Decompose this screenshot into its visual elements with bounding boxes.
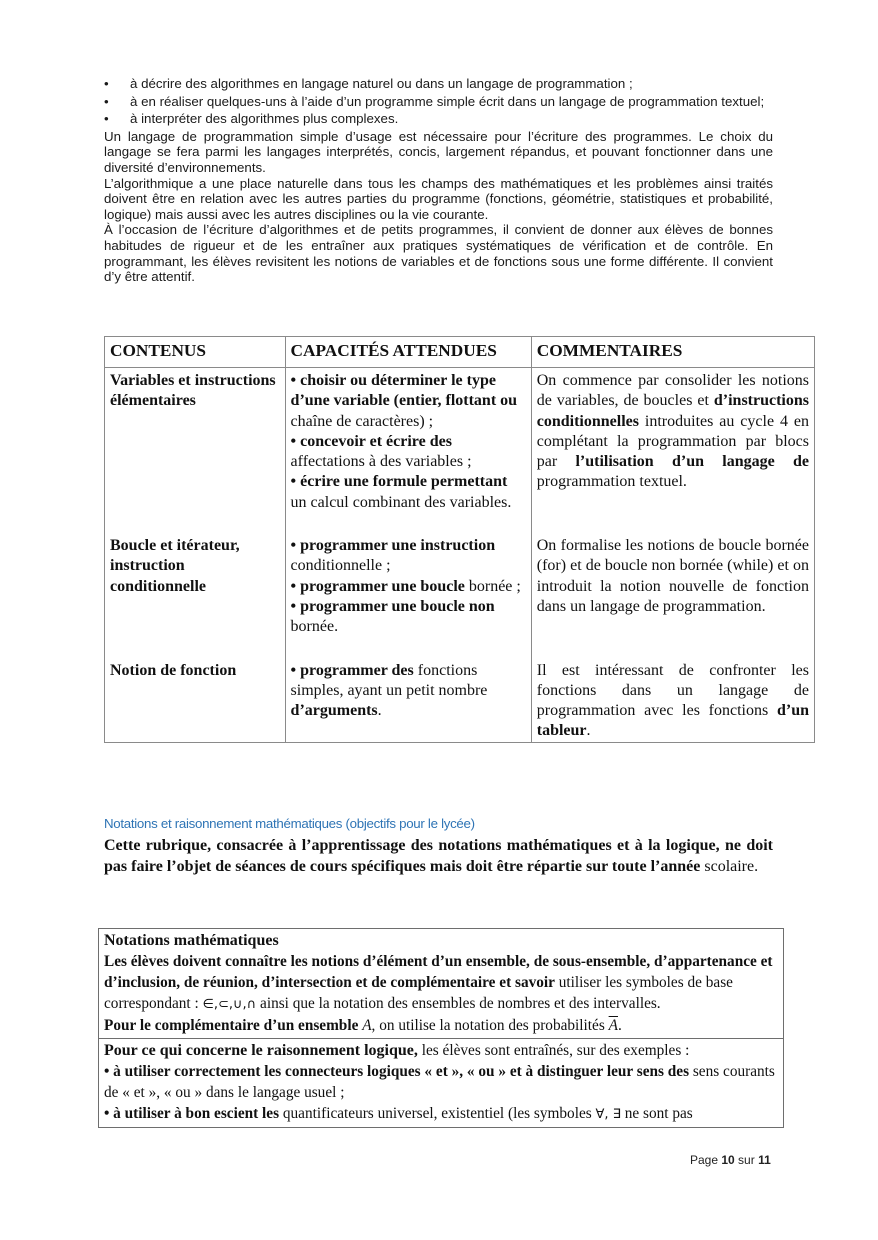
- section-intro-text: scolaire.: [700, 857, 759, 875]
- commentaire-text: On commence par consolider les notions de variables, de boucles et: [536, 372, 809, 410]
- notations-text: ainsi que la notation des ensembles de nombres et des intervalles.: [256, 995, 661, 1012]
- table-row: [105, 533, 815, 657]
- bullet-icon: •: [104, 76, 109, 91]
- complementaire-text: , on utilise la notation des probabilités: [371, 1017, 609, 1034]
- logic-item: [104, 1103, 778, 1125]
- list-item: [104, 111, 773, 127]
- bullet-icon: •: [104, 111, 109, 127]
- commentaire-cell: [531, 533, 814, 657]
- capacite-text: bornée.: [290, 618, 339, 636]
- complement-notation: $\overline{A}$: [608, 1017, 618, 1034]
- logic-lead-text: les élèves sont entraînés, sur des exemples :: [417, 1042, 690, 1059]
- capacite-bold: • programmer une boucle: [290, 577, 465, 595]
- commentaire-text: programmation textuel.: [536, 473, 687, 491]
- commentaire-cell: [531, 368, 814, 534]
- commentaire-text: .: [586, 722, 591, 740]
- section-heading: Notations et raisonnement mathématiques (objectifs pour le lycée): [104, 816, 475, 831]
- commentaire-text: Il est intéressant de confronter les fonctions dans un langage de programmation avec les fonctions: [536, 661, 809, 720]
- capacite-text: chaîne de caractères) ;: [290, 412, 434, 430]
- commentaire-bold: d’un tableur: [536, 702, 809, 740]
- contenu-cell: Notion de fonction: [105, 658, 286, 743]
- page-prefix: Page: [690, 1153, 722, 1167]
- commentaire-bold: d’instructions conditionnelles: [536, 392, 809, 430]
- capacite-bold: • programmer une instruction: [290, 537, 496, 555]
- paragraph: À l’occasion de l’écriture d’algorithmes et de petits programmes, il convient de donner aux élèves de bonnes habitudes de rigueur et de les entraîner aux pratiques systématiques de vérification et de contrôle. En programmant, les élèves revisitent les notions de variables et de fonctions sous une forme différente. Il convient d’y être attentif.: [104, 222, 773, 285]
- list-item: [104, 76, 773, 92]
- section-intro: [104, 836, 773, 877]
- logic-part: [99, 1038, 783, 1127]
- notations-text: utiliser les symboles de base correspondant :: [104, 974, 733, 1012]
- contenu-cell: Boucle et itérateur, instruction conditionnelle: [105, 533, 286, 657]
- list-item: [104, 94, 773, 110]
- commentaire-bold: l’utilisation d’un langage de: [575, 453, 810, 471]
- capacite-bold: • écrire une formule permettant: [290, 473, 508, 491]
- bullet-icon: •: [104, 93, 109, 109]
- capacite-text: .: [377, 702, 382, 720]
- paragraph: L’algorithmique a une place naturelle dans tous les champs des mathématiques et les problèmes ainsi traités doivent être en relation avec les autres parties du programme (fonctions, géométrie, statistiques et probabilité, logique) mais aussi avec les autres disciplines ou la vie courante.: [104, 175, 773, 222]
- list-item-text: à en réaliser quelques-uns à l’aide d’un programme simple écrit dans un langage de programmation textuel;: [130, 93, 765, 109]
- capacites-cell: [285, 368, 531, 534]
- paragraph: Un langage de programmation simple d’usage est nécessaire pour l’écriture des programmes. Le choix du langage se fera parmi les langages interprétés, concis, largement répandus, et pouvant fonctionner dans une diversité d’environnements.: [104, 128, 773, 175]
- contenu-cell: Variables et instructions élémentaires: [105, 368, 286, 534]
- complementaire-bold: Pour le complémentaire d’un ensemble: [104, 1017, 363, 1034]
- capacite-text: affectations à des variables ;: [290, 453, 472, 471]
- capacite-bold: • choisir ou déterminer le type d’une variable (entier, flottant ou: [290, 372, 518, 410]
- set-variable: A: [362, 1017, 372, 1034]
- capacite-text: fonctions simples, ayant un petit nombre: [290, 661, 488, 699]
- logic-item-bold: • à utiliser à bon escient les: [104, 1105, 280, 1122]
- capacite-bold: d’arguments: [290, 702, 378, 720]
- table-row: [105, 368, 815, 534]
- capacite-text: conditionnelle ;: [290, 557, 391, 575]
- intro-section: [104, 76, 773, 285]
- current-page: 10: [721, 1153, 735, 1167]
- bullet-list: [104, 76, 773, 127]
- notations-title: Notations mathématiques: [104, 932, 279, 949]
- table-row: [105, 658, 815, 743]
- notations-part: [99, 929, 783, 1038]
- logic-item-text: sens courants de « et », « ou » dans le langage usuel ;: [104, 1063, 775, 1101]
- capacite-bold: • programmer une boucle non: [290, 597, 495, 615]
- list-item-text: à décrire des algorithmes en langage naturel ou dans un langage de programmation ;: [130, 76, 633, 91]
- complementaire-end: .: [617, 1017, 622, 1034]
- table-header-row: [105, 337, 815, 368]
- list-item-text: à interpréter des algorithmes plus complexes.: [130, 111, 399, 127]
- programme-table: [104, 336, 815, 743]
- capacites-cell: [285, 658, 531, 743]
- notations-box: [98, 928, 784, 1128]
- logic-lead: [104, 1040, 778, 1061]
- capacite-bold: • programmer des: [290, 661, 414, 679]
- logic-item-bold: • à utiliser correctement les connecteurs logiques « et », « ou » et à distinguer leur sens des: [104, 1063, 690, 1080]
- logic-item-text: ne sont pas: [620, 1105, 693, 1122]
- header-commentaires: COMMENTAIRES: [531, 337, 814, 368]
- quantifier-symbols: ∀, ∃: [595, 1107, 621, 1122]
- notations-bold: Les élèves doivent connaître les notions d’élément d’un ensemble, de sous-ensemble, d’appartenance et d’inclusion, de réunion, d’intersection et de complémentaire et savoir: [104, 953, 773, 991]
- logic-item-text: quantificateurs universel, existentiel (les symboles: [279, 1105, 596, 1122]
- capacites-cell: [285, 533, 531, 657]
- set-symbols: ∈,⊂,∪,∩: [202, 997, 257, 1012]
- capacite-text: un calcul combinant des variables.: [290, 493, 512, 511]
- total-pages: 11: [758, 1153, 771, 1167]
- header-contenus: CONTENUS: [105, 337, 286, 368]
- notations-paragraph: [104, 951, 778, 1015]
- page-number: [690, 1153, 771, 1167]
- commentaire-text: On formalise les notions de boucle bornée (for) et de boucle non bornée (while) et on introduit la notion nouvelle de fonction dans un langage de programmation.: [536, 537, 809, 615]
- complementaire-paragraph: [104, 1015, 778, 1036]
- capacite-bold: • concevoir et écrire des: [290, 432, 452, 450]
- logic-lead-bold: Pour ce qui concerne le raisonnement logique,: [104, 1042, 418, 1059]
- commentaire-cell: [531, 658, 814, 743]
- page-middle: sur: [734, 1153, 759, 1167]
- logic-item: [104, 1061, 778, 1103]
- capacite-text: bornée ;: [464, 577, 521, 595]
- commentaire-text: introduites au cycle 4 en complétant la programmation par blocs par: [536, 412, 809, 471]
- section-intro-bold: Cette rubrique, consacrée à l’apprentissage des notations mathématiques et à la logique, ne doit pas faire l’objet de séances de cours spécifiques mais doit être répartie sur toute l’année: [104, 837, 773, 875]
- header-capacites: CAPACITÉS ATTENDUES: [285, 337, 531, 368]
